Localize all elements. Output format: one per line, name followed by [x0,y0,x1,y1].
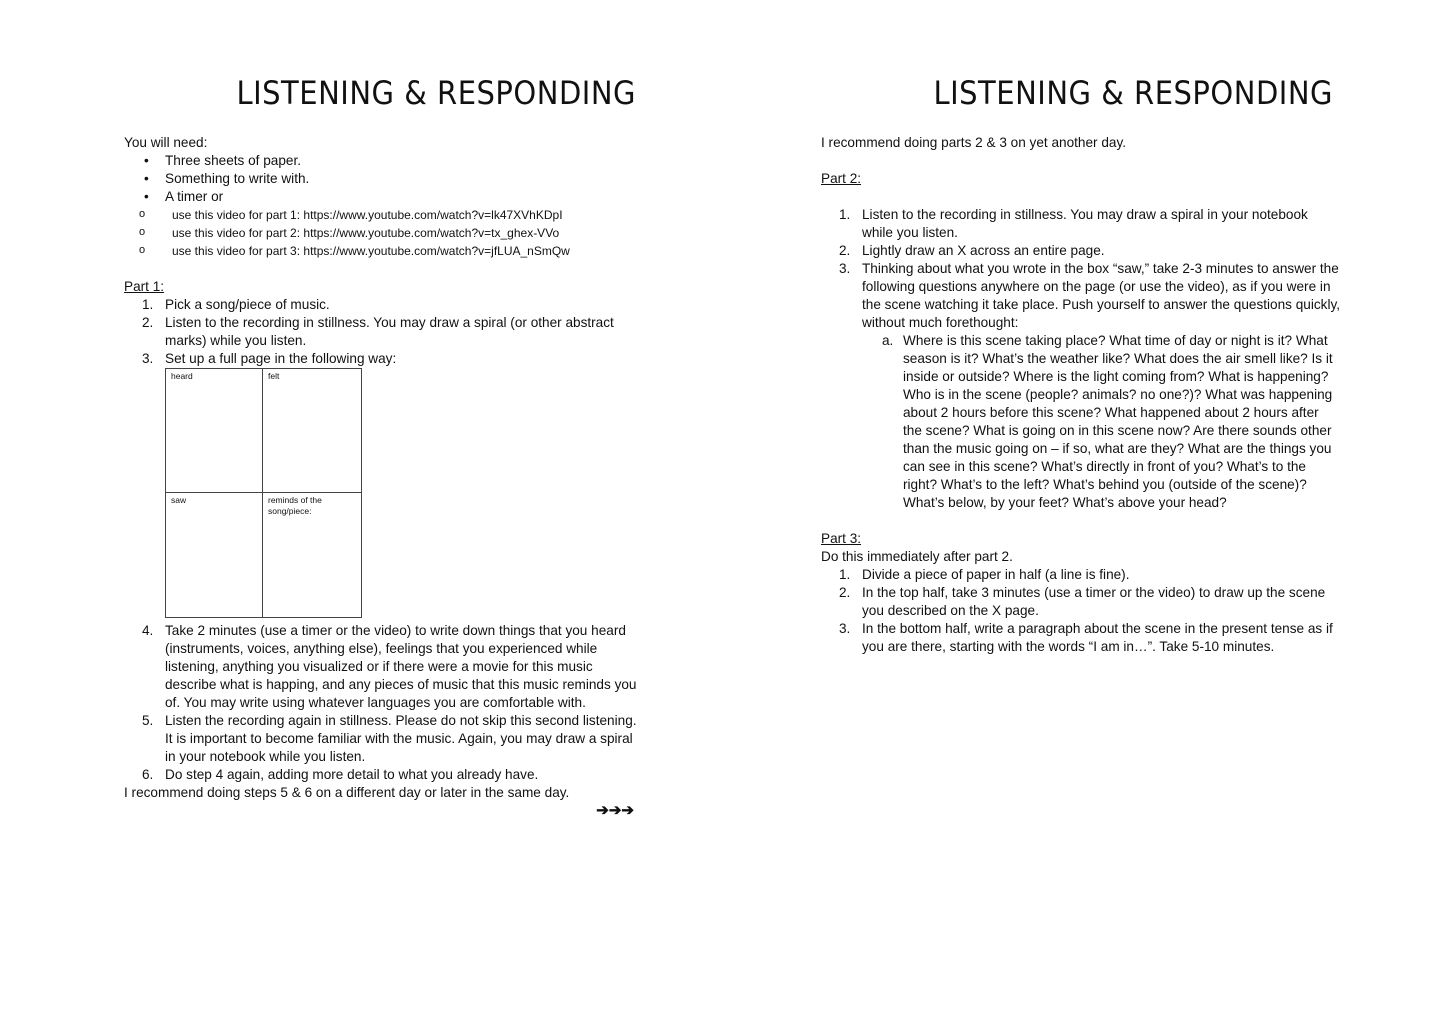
list-item: 3. Thinking about what you wrote in the box “saw,” take 2-3 minutes to answer the following questions anywhere on the page (or use the video), as if you were in the scene watching it take place. Push yourself to answer the questions quickly, without much forethought: a. Where is this scene taking place? What time of day or night is it? What season is it? What’s the weather like? What does the air smell like? Is it inside or outside? Where is the light coming from? What is happening? Who is in the scene (people? animals? no one?)? What was happening about 2 hours before this scene? What happened about 2 hours after the scene? What is going on in this scene now? Are there sounds other than the music going on – if so, what are they? What are the things you can see in this scene? What’s directly in front of you? What’s to the right? What’s to the left? What’s behind you (outside of the scene)? What’s below, by your feet? What’s above your head? [839,261,1341,510]
grid-cell-saw: saw [166,493,263,617]
part3-heading: Part 3: [821,531,862,546]
closing-note: I recommend doing steps 5 & 6 on a different day or later in the same day. [124,785,570,800]
left-body [124,134,644,820]
list-item: o use this video for part 2: https://www.youtube.com/watch?v=tx_ghex-VVo [124,224,644,242]
page-title-left: LISTENING & RESPONDING [236,74,636,112]
list-item: 1. Pick a song/piece of music. [142,297,330,312]
intro-note: I recommend doing parts 2 & 3 on yet another day. [821,135,1127,150]
list-item: 3. Set up a full page in the following way: [142,351,397,366]
list-item: • A timer or [144,189,224,204]
grid-cell-reminds: reminds of the song/piece: [268,495,322,516]
list-item: a. Where is this scene taking place? What time of day or night is it? What season is it? What’s the weather like? What does the air smell like? Is it inside or outside? Where is the light coming from? What is happening? Who is in the scene (people? animals? no one?)? What was happening about 2 hours before this scene? What happened about 2 hours after the scene? What is going on in this scene now? Are there sounds other than the music going on – if so, what are they? What are the things you can see in this scene? What’s directly in front of you? What’s to the right? What’s to the left? What’s behind you (outside of the scene)? What’s below, by your feet? What’s above your head? [882,333,1333,510]
list-item: 6. Do step 4 again, adding more detail to what you already have. [142,767,539,782]
list-item: 2. Listen to the recording in stillness. You may draw a spiral (or other abstract marks) while you listen. [142,315,614,348]
grid-cell-heard: heard [166,369,263,493]
part3-steps [821,566,1341,656]
response-grid [165,368,362,618]
grid-cell-felt: felt [263,369,361,493]
bullet-icon: • [144,171,149,186]
list-item: 2. In the top half, take 3 minutes (use a timer or the video) to draw up the scene you described on the X page. [839,585,1326,618]
right-page [821,0,1341,1030]
part3-intro: Do this immediately after part 2. [821,549,1013,564]
list-item: o use this video for part 1: https://www.youtube.com/watch?v=lk47XVhKDpI [124,206,644,224]
need-list [124,152,644,206]
part2-steps [821,206,1341,512]
circle-bullet-icon: o [139,208,146,220]
right-body [821,134,1341,656]
page-title-right: LISTENING & RESPONDING [933,74,1333,112]
list-item: • Three sheets of paper. [144,153,302,168]
next-arrows-icon: ➔➔➔ [596,802,634,819]
circle-bullet-icon: o [139,226,146,238]
video-list [124,206,644,260]
list-item: 2. Lightly draw an X across an entire page. [839,243,1105,258]
bullet-icon: • [144,189,149,204]
list-item: 5. Listen the recording again in stillness. Please do not skip this second listening. It is important to become familiar with the music. Again, you may draw a spiral in your notebook while you listen. [142,713,637,764]
part1-steps-b [124,622,644,784]
part1-heading: Part 1: [124,279,165,294]
part1-steps-a [124,296,644,368]
bullet-icon: • [144,153,149,168]
list-item: 1. Listen to the recording in stillness. You may draw a spiral in your notebook while you listen. [839,207,1308,240]
list-item: 3. In the bottom half, write a paragraph about the scene in the present tense as if you are there, starting with the words “I am in…”. Take 5-10 minutes. [839,621,1333,654]
left-page [124,0,644,1030]
list-item: • Something to write with. [144,171,310,186]
circle-bullet-icon: o [139,244,146,256]
need-heading: You will need: [124,135,208,150]
part2-heading: Part 2: [821,171,862,186]
list-item: 1. Divide a piece of paper in half (a line is fine). [839,567,1130,582]
list-item: o use this video for part 3: https://www.youtube.com/watch?v=jfLUA_nSmQw [124,242,644,260]
part2-substeps [862,332,1341,512]
list-item: 4. Take 2 minutes (use a timer or the video) to write down things that you heard (instruments, voices, anything else), feelings that you experienced while listening, anything you visualized or if there were a movie for this music describe what is happing, and any pieces of music that this music reminds you of. You may write using whatever languages you are comfortable with. [142,623,637,710]
